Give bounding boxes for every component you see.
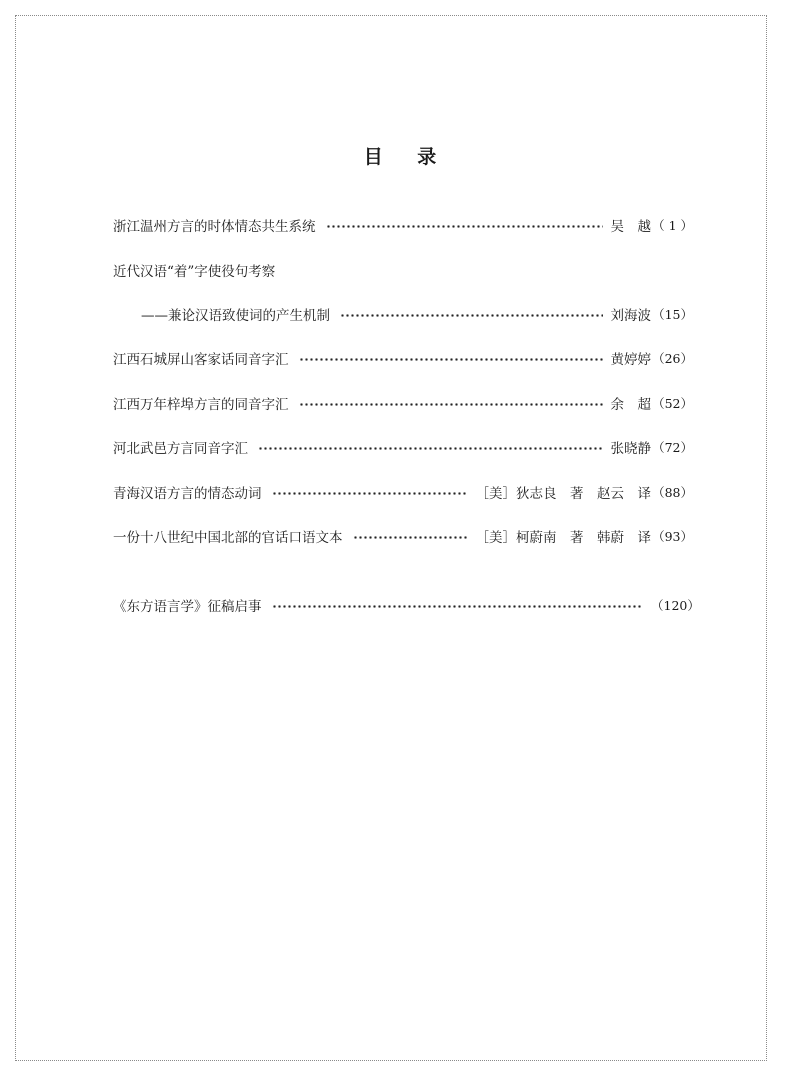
toc-entry-title: 河北武邑方言同音字汇 xyxy=(113,441,248,457)
toc-entry-author: 余 超 xyxy=(610,397,651,413)
dot-leader xyxy=(258,447,603,450)
toc-entry-page: （52） xyxy=(652,396,693,411)
toc-entry-author: ［美］柯蔚南 著 韩蔚 译 xyxy=(475,530,651,546)
toc-heading: 目 录 xyxy=(363,146,451,168)
dot-leader xyxy=(272,605,644,608)
toc-entry-author: ［美］狄志良 著 赵云 译 xyxy=(475,486,651,502)
toc-entry-page: （88） xyxy=(652,485,693,500)
toc-entry-subtitle: ——兼论汉语致使词的产生机制 xyxy=(141,308,330,324)
toc-entry-author: 吴 越 xyxy=(610,219,651,235)
toc-entry-title: 江西万年梓埠方言的同音字汇 xyxy=(113,397,289,413)
toc-entry-title: 青海汉语方言的情态动词 xyxy=(113,486,262,502)
toc-entry[interactable] xyxy=(113,392,693,414)
toc-entry-page: （72） xyxy=(652,440,693,455)
toc-entry-page: （93） xyxy=(652,529,693,544)
toc-entry-title: 近代汉语“着”字使役句考察 xyxy=(113,264,276,280)
toc-entry[interactable] xyxy=(113,436,693,458)
toc-entry[interactable] xyxy=(113,347,693,369)
toc-entry[interactable] xyxy=(113,214,693,236)
dot-leader xyxy=(299,358,603,361)
toc-entry-author: 张晓静 xyxy=(610,441,651,457)
toc-entry[interactable] xyxy=(113,259,693,281)
toc-entry-title: 江西石城屏山客家话同音字汇 xyxy=(113,352,289,368)
dot-leader xyxy=(299,403,603,406)
toc-entry-page: （15） xyxy=(652,307,693,322)
toc-entry-page: （26） xyxy=(652,351,693,366)
toc-entry-title: 浙江温州方言的时体情态共生系统 xyxy=(113,219,316,235)
toc-entry-title: 《东方语言学》征稿启事 xyxy=(113,599,262,615)
toc-entry-page: （ 1 ） xyxy=(652,218,693,233)
dot-leader xyxy=(326,225,603,228)
toc-entry-title: 一份十八世纪中国北部的官话口语文本 xyxy=(113,530,343,546)
toc-entry[interactable] xyxy=(113,525,693,547)
toc-entry[interactable] xyxy=(113,303,693,325)
dot-leader xyxy=(353,536,468,539)
toc-entry-author: 刘海波 xyxy=(610,308,651,324)
dot-leader xyxy=(272,492,468,495)
toc-entry[interactable] xyxy=(113,594,700,616)
dot-leader xyxy=(340,314,603,317)
toc-entry-author: 黄婷婷 xyxy=(610,352,651,368)
toc-entry-page: （120） xyxy=(651,598,700,613)
toc-entry[interactable] xyxy=(113,481,693,503)
